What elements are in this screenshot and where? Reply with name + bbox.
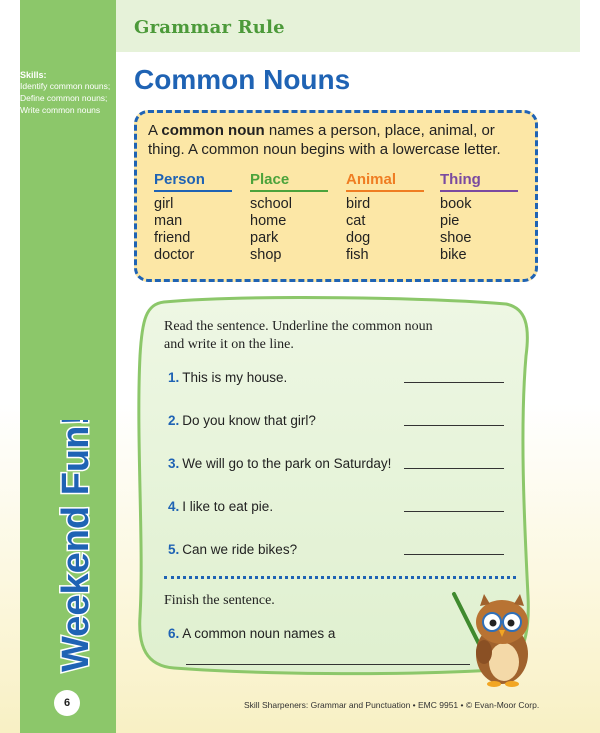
section-title: Grammar Rule — [134, 17, 285, 38]
column-word: friend — [154, 230, 191, 246]
question-5 — [168, 542, 297, 557]
column-word: bird — [346, 196, 371, 212]
question-number: 6. — [168, 626, 180, 641]
column-thing — [440, 171, 520, 264]
page-title: Common Nouns — [134, 64, 351, 95]
column-heading: Animal — [346, 171, 424, 192]
weekend-fun-label — [16, 420, 116, 680]
page-number: 6 — [54, 690, 80, 716]
question-number: 5. — [168, 542, 180, 557]
question-1 — [168, 370, 287, 385]
skills-box — [20, 70, 112, 117]
column-word: park — [250, 230, 279, 246]
answer-line-6[interactable] — [186, 664, 470, 665]
column-word: bike — [440, 247, 467, 263]
column-word: pie — [440, 213, 460, 229]
owl-with-pointer-icon — [440, 588, 544, 692]
finish-prompt: Finish the sentence. — [164, 593, 275, 608]
question-number: 1. — [168, 370, 180, 385]
column-heading: Person — [154, 171, 232, 192]
rule-text-end: names a person, place, animal, or thing. A common noun begins with a lowercase letter. — [148, 122, 501, 158]
question-2 — [168, 413, 316, 428]
column-word: fish — [346, 247, 369, 263]
column-heading: Thing — [440, 171, 518, 192]
question-text: A common noun names a — [182, 626, 336, 641]
question-text: We will go to the park on Saturday! — [182, 456, 392, 471]
answer-line-1[interactable] — [404, 382, 504, 383]
question-number: 4. — [168, 499, 180, 514]
skills-title: Skills: — [20, 70, 47, 80]
answer-line-2[interactable] — [404, 425, 504, 426]
instructions-line: Read the sentence. Underline the common noun — [164, 319, 433, 334]
question-6 — [168, 626, 335, 641]
question-number: 3. — [168, 456, 180, 471]
instructions-line: and write it on the line. — [164, 337, 294, 352]
column-word: shoe — [440, 230, 472, 246]
question-number: 2. — [168, 413, 180, 428]
column-word: shop — [250, 247, 282, 263]
column-word: doctor — [154, 247, 195, 263]
column-word: dog — [346, 230, 371, 246]
question-text: Do you know that girl? — [182, 413, 316, 428]
skill-item: Write common nouns — [20, 105, 101, 115]
question-3 — [168, 456, 391, 471]
instructions — [164, 318, 484, 354]
question-text: I like to eat pie. — [182, 499, 274, 514]
answer-line-3[interactable] — [404, 468, 504, 469]
column-person — [154, 171, 234, 264]
column-word: home — [250, 213, 287, 229]
answer-line-5[interactable] — [404, 554, 504, 555]
weekend-fun-text: Weekend Fun! — [55, 420, 97, 672]
column-word: school — [250, 196, 292, 212]
column-heading: Place — [250, 171, 328, 192]
question-text: This is my house. — [182, 370, 288, 385]
column-word: cat — [346, 213, 366, 229]
skill-item: Identify common nouns; — [20, 81, 111, 91]
question-4 — [168, 499, 273, 514]
rule-bold-term: common noun — [161, 122, 265, 139]
rule-text-start: A — [148, 122, 162, 139]
footer-credit: Skill Sharpeners: Grammar and Punctuation • EMC 9951 • © Evan-Moor Corp. — [244, 700, 540, 710]
skill-item: Define common nouns; — [20, 93, 108, 103]
column-animal — [346, 171, 426, 264]
column-word: man — [154, 213, 183, 229]
column-place — [250, 171, 330, 264]
column-word: book — [440, 196, 472, 212]
rule-text — [148, 121, 528, 159]
dotted-divider — [164, 576, 516, 579]
question-text: Can we ride bikes? — [182, 542, 298, 557]
answer-line-4[interactable] — [404, 511, 504, 512]
column-word: girl — [154, 196, 174, 212]
